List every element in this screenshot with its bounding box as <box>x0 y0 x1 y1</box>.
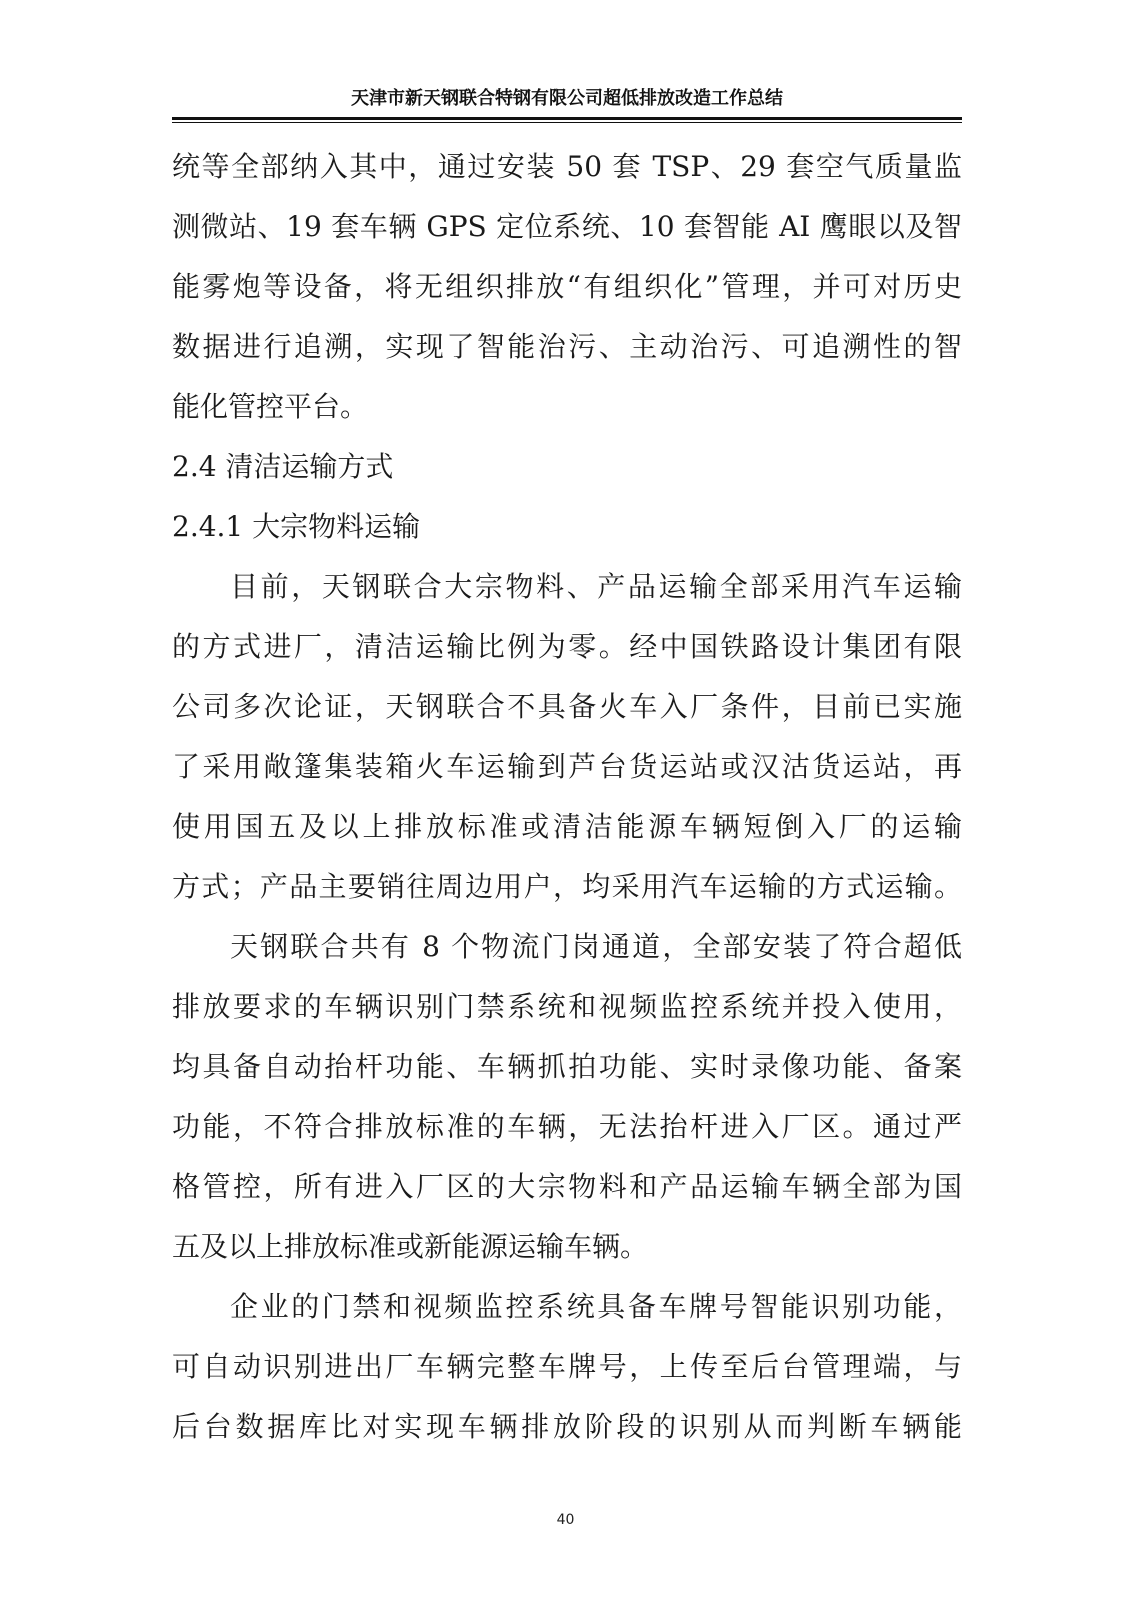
body-line: 公司多次论证，天钢联合不具备火车入厂条件，目前已实施 <box>172 690 962 723</box>
subsection-heading: 2.4.1 大宗物料运输 <box>172 510 421 543</box>
body-line: 排放要求的车辆识别门禁系统和视频监控系统并投入使用， <box>172 990 962 1023</box>
body-line: 五及以上排放标准或新能源运输车辆。 <box>172 1230 649 1263</box>
body-line: 能化管控平台。 <box>172 390 369 423</box>
body-line: 天钢联合共有 8 个物流门岗通道，全部安装了符合超低 <box>230 930 962 963</box>
body-line: 统等全部纳入其中，通过安装 50 套 TSP、29 套空气质量监 <box>172 150 962 183</box>
body-line: 均具备自动抬杆功能、车辆抓拍功能、实时录像功能、备案 <box>172 1050 962 1083</box>
body-line: 后台数据库比对实现车辆排放阶段的识别从而判断车辆能 <box>172 1410 962 1443</box>
page-number: 40 <box>556 1512 575 1528</box>
body-line: 了采用敞篷集装箱火车运输到芦台货运站或汉沽货运站，再 <box>172 750 962 783</box>
body-line: 使用国五及以上排放标准或清洁能源车辆短倒入厂的运输 <box>172 810 962 843</box>
section-heading: 2.4 清洁运输方式 <box>172 450 394 483</box>
body-line: 功能，不符合排放标准的车辆，无法抬杆进入厂区。通过严 <box>172 1110 962 1143</box>
body-line: 目前，天钢联合大宗物料、产品运输全部采用汽车运输 <box>230 570 962 603</box>
body-line: 可自动识别进出厂车辆完整车牌号，上传至后台管理端，与 <box>172 1350 962 1383</box>
body-line: 数据进行追溯，实现了智能治污、主动治污、可追溯性的智 <box>172 330 962 363</box>
header-rule-thin <box>172 122 962 123</box>
body-line: 的方式进厂，清洁运输比例为零。经中国铁路设计集团有限 <box>172 630 962 663</box>
body-line: 能雾炮等设备，将无组织排放“有组织化”管理，并可对历史 <box>172 270 962 303</box>
body-line: 测微站、19 套车辆 GPS 定位系统、10 套智能 AI 鹰眼以及智 <box>172 210 962 243</box>
header-rule-thick <box>172 117 962 120</box>
page-header-title: 天津市新天钢联合特钢有限公司超低排放改造工作总结 <box>351 88 783 109</box>
body-line: 企业的门禁和视频监控系统具备车牌号智能识别功能， <box>230 1290 962 1323</box>
document-body <box>172 137 962 1457</box>
body-line: 方式；产品主要销往周边用户，均采用汽车运输的方式运输。 <box>172 870 962 903</box>
body-line: 格管控，所有进入厂区的大宗物料和产品运输车辆全部为国 <box>172 1170 962 1203</box>
